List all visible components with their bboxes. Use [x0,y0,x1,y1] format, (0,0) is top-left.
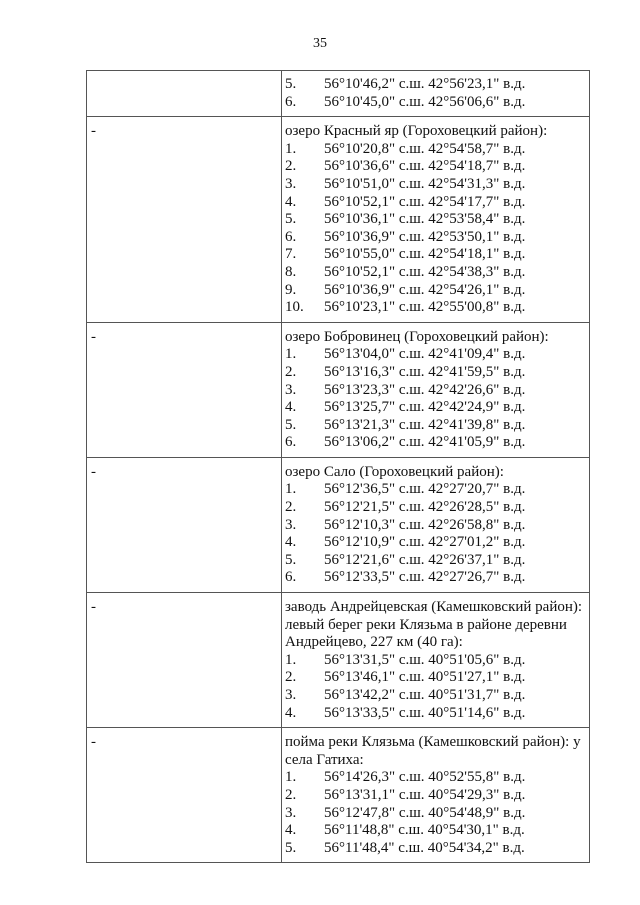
coordinate-number: 5. [285,839,297,856]
location-cell [282,457,590,592]
coordinate-number: 6. [285,93,297,110]
coordinate-item [285,417,585,435]
table-row [87,457,590,592]
coordinate-number: 8. [285,263,297,280]
coordinate-item [285,552,585,570]
coordinate-item [285,94,585,112]
coordinate-item [285,769,585,787]
coordinate-item [285,805,585,823]
location-cell [282,728,590,863]
location-title: озеро Красный яр (Гороховецкий район): [285,123,548,140]
coordinate-value: 56°13'04,0" с.ш. 42°41'09,4" в.д. [324,346,526,363]
coordinate-value: 56°12'10,9" с.ш. 42°27'01,2" в.д. [324,534,526,551]
coordinate-item [285,534,585,552]
coordinate-value: 56°13'16,3" с.ш. 42°41'59,5" в.д. [324,363,526,380]
coordinate-number: 2. [285,669,297,686]
coordinate-item [285,399,585,417]
coordinate-number: 1. [285,140,297,157]
page-number: 35 [313,36,327,51]
coordinate-value: 56°10'36,6" с.ш. 42°54'18,7" в.д. [324,158,526,175]
coordinate-item [285,705,585,723]
coordinate-value: 56°13'33,5" с.ш. 40°51'14,6" в.д. [324,704,526,721]
row-marker: - [91,123,96,140]
location-title: озеро Бобровинец (Гороховецкий район): [285,328,549,345]
coordinate-value: 56°13'25,7" с.ш. 42°42'24,9" в.д. [324,399,526,416]
coordinate-number: 1. [285,651,297,668]
table-body [87,71,590,863]
coordinate-value: 56°10'36,9" с.ш. 42°54'26,1" в.д. [324,281,526,298]
coordinate-number: 2. [285,786,297,803]
coordinate-item [285,346,585,364]
location-title: озеро Сало (Гороховецкий район): [285,463,504,480]
coordinate-item [285,282,585,300]
coordinate-value: 56°11'48,4" с.ш. 40°54'34,2" в.д. [324,839,525,856]
coordinate-number: 3. [285,381,297,398]
coordinate-number: 9. [285,281,297,298]
table-row [87,117,590,323]
coordinate-item [285,211,585,229]
row-marker: - [91,734,96,751]
coordinate-item [285,176,585,194]
coordinate-value: 56°10'36,1" с.ш. 42°53'58,4" в.д. [324,211,526,228]
coordinate-number: 2. [285,158,297,175]
coordinate-value: 56°13'46,1" с.ш. 40°51'27,1" в.д. [324,669,526,686]
coordinate-item [285,840,585,858]
row-marker: - [91,463,96,480]
coordinate-number: 7. [285,246,297,263]
row-marker-cell [87,593,282,728]
coordinate-number: 5. [285,551,297,568]
coordinate-number: 1. [285,481,297,498]
coordinate-value: 56°12'36,5" с.ш. 42°27'20,7" в.д. [324,481,526,498]
coordinate-number: 4. [285,399,297,416]
coordinate-value: 56°12'21,6" с.ш. 42°26'37,1" в.д. [324,551,526,568]
coordinate-value: 56°12'10,3" с.ш. 42°26'58,8" в.д. [324,516,526,533]
location-title: пойма реки Клязьма (Камешковский район): у села Гатиха: [285,734,581,768]
coordinate-number: 4. [285,704,297,721]
coordinate-value: 56°10'36,9" с.ш. 42°53'50,1" в.д. [324,228,526,245]
coordinate-item [285,669,585,687]
coordinate-item [285,652,585,670]
coordinate-value: 56°10'52,1" с.ш. 42°54'17,7" в.д. [324,193,526,210]
row-marker: - [91,328,96,345]
row-marker: - [91,599,96,616]
coordinate-number: 6. [285,569,297,586]
row-marker-cell [87,728,282,863]
coordinate-item [285,569,585,587]
coordinate-item [285,246,585,264]
coordinate-value: 56°10'45,0" с.ш. 42°56'06,6" в.д. [324,93,526,110]
location-cell [282,593,590,728]
coordinate-item [285,158,585,176]
coordinate-number: 4. [285,822,297,839]
coordinate-item [285,687,585,705]
coordinate-value: 56°10'23,1" с.ш. 42°55'00,8" в.д. [324,299,526,316]
coordinate-number: 3. [285,516,297,533]
coordinate-number: 1. [285,769,297,786]
coordinate-item [285,141,585,159]
coordinate-number: 6. [285,228,297,245]
coordinate-value: 56°13'42,2" с.ш. 40°51'31,7" в.д. [324,687,526,703]
coordinate-number: 6. [285,434,297,451]
coordinate-item [285,382,585,400]
table-row [87,322,590,457]
coordinate-value: 56°10'20,8" с.ш. 42°54'58,7" в.д. [324,140,526,157]
location-cell [282,322,590,457]
coordinate-value: 56°10'46,2" с.ш. 42°56'23,1" в.д. [324,76,526,92]
coordinate-item [285,299,585,317]
coordinate-value: 56°12'21,5" с.ш. 42°26'28,5" в.д. [324,499,526,516]
row-marker-cell [87,71,282,117]
table-row [87,593,590,728]
coordinate-item [285,264,585,282]
coordinate-item [285,434,585,452]
coordinate-value: 56°13'31,1" с.ш. 40°54'29,3" в.д. [324,786,526,803]
row-marker-cell [87,117,282,323]
coordinate-number: 4. [285,534,297,551]
coordinate-number: 3. [285,175,297,192]
coordinate-value: 56°10'52,1" с.ш. 42°54'38,3" в.д. [324,263,526,280]
coordinate-value: 56°13'31,5" с.ш. 40°51'05,6" в.д. [324,651,526,668]
row-marker-cell [87,322,282,457]
coordinate-value: 56°14'26,3" с.ш. 40°52'55,8" в.д. [324,769,526,786]
coordinate-value: 56°10'51,0" с.ш. 42°54'31,3" в.д. [324,175,526,192]
coordinate-number: 2. [285,363,297,380]
coordinate-item [285,194,585,212]
coordinate-value: 56°13'06,2" с.ш. 42°41'05,9" в.д. [324,434,526,451]
location-title: заводь Андрейцевская (Камешковский район): левый берег реки Клязьма в районе деревни Андрейцево, 227 км (40 га): [285,599,583,651]
coordinate-item [285,787,585,805]
coordinate-value: 56°11'48,8" с.ш. 40°54'30,1" в.д. [324,822,525,839]
coordinate-number: 5. [285,76,297,92]
coordinate-value: 56°10'55,0" с.ш. 42°54'18,1" в.д. [324,246,526,263]
coordinate-number: 3. [285,687,297,703]
coordinate-number: 2. [285,499,297,516]
coordinates-table [86,70,590,863]
coordinate-value: 56°13'23,3" с.ш. 42°42'26,6" в.д. [324,381,526,398]
coordinate-value: 56°12'47,8" с.ш. 40°54'48,9" в.д. [324,804,526,821]
coordinate-item [285,229,585,247]
coordinate-number: 1. [285,346,297,363]
coordinate-item [285,822,585,840]
coordinate-item [285,364,585,382]
location-cell [282,71,590,117]
coordinate-number: 5. [285,211,297,228]
coordinate-value: 56°13'21,3" с.ш. 42°41'39,8" в.д. [324,416,526,433]
coordinate-item [285,499,585,517]
row-marker [87,71,281,77]
row-marker-cell [87,457,282,592]
coordinate-item [285,517,585,535]
table-row [87,728,590,863]
coordinate-item [285,76,585,94]
coordinate-item [285,481,585,499]
table-row [87,71,590,117]
coordinate-number: 3. [285,804,297,821]
location-cell [282,117,590,323]
coordinate-number: 10. [285,299,304,316]
coordinate-number: 4. [285,193,297,210]
coordinate-value: 56°12'33,5" с.ш. 42°27'26,7" в.д. [324,569,526,586]
coordinate-number: 5. [285,416,297,433]
